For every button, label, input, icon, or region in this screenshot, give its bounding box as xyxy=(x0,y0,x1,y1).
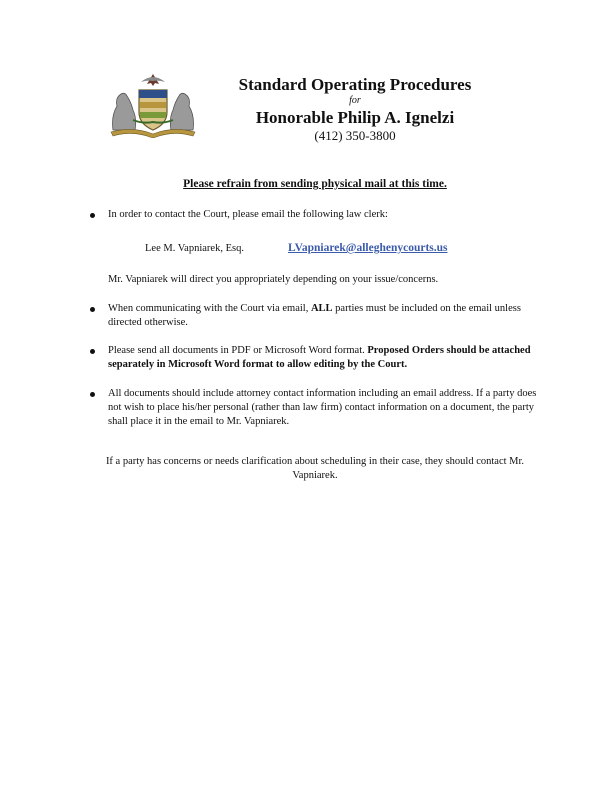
bullet-dot xyxy=(90,349,95,354)
bullet-email-parties-bold: ALL xyxy=(310,303,333,314)
bullet-email-parties-pre: When communicating with the Court via email, xyxy=(108,303,311,314)
closing-paragraph: If a party has concerns or needs clarification about scheduling in their case, they should contact Mr. Vapniarek. xyxy=(105,456,525,481)
bullet-documents-bold: Proposed Orders should be attached separately in Microsoft Word format to allow editing by the Court. xyxy=(108,345,531,370)
judge-name: Honorable Philip A. Ignelzi xyxy=(255,108,455,127)
bullet-documents-pre: Please send all documents in PDF or Microsoft Word format. xyxy=(108,345,368,356)
bullet-documents xyxy=(108,344,548,372)
law-clerk-email-link[interactable]: LVapniarek@alleghenycourts.us xyxy=(288,242,448,254)
header-for: for xyxy=(349,95,361,106)
law-clerk-name: Lee M. Vapniarek, Esq. xyxy=(145,243,244,254)
bullet-dot xyxy=(90,213,95,218)
bullet-email-parties xyxy=(108,302,548,330)
bullet-dot xyxy=(90,307,95,312)
bullet-attorney-info: All documents should include attorney contact information including an email address. If a party does not wish to place his/her personal (rather than law firm) contact information on a document, the party shall place it in the email to Mr. Vapniarek. xyxy=(108,388,537,427)
contact-intro: In order to contact the Court, please email the following law clerk: xyxy=(108,209,388,220)
contact-note: Mr. Vapniarek will direct you appropriately depending on your issue/concerns. xyxy=(108,274,439,285)
document-header xyxy=(200,75,510,144)
phone-number: (412) 350-3800 xyxy=(314,128,396,143)
coat-of-arms-seal-icon xyxy=(103,72,203,138)
mail-notice: Please refrain from sending physical mail at this time. xyxy=(183,178,447,190)
bullet-dot xyxy=(90,392,95,397)
bullet-email-parties-post: parties must be included on the email unless directed otherwise. xyxy=(108,303,521,328)
page-title: Standard Operating Procedures xyxy=(238,75,472,94)
